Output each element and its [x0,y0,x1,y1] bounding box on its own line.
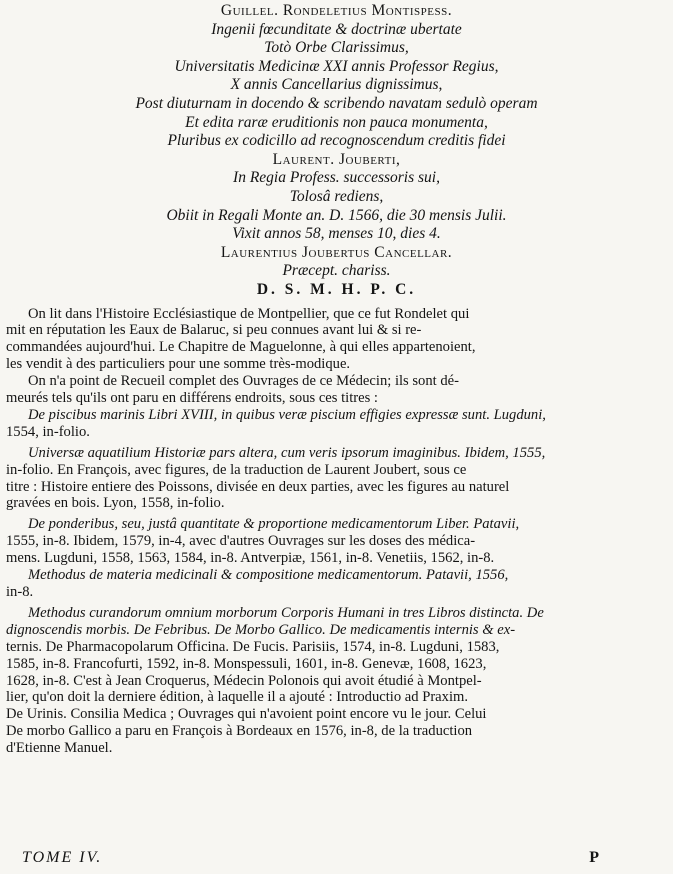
epitaph-line-9: Laurent. Jouberti, [272,150,401,168]
text-line: De Urinis. Consilia Medica ; Ouvrages qui n'avoient point encore vu le jour. Celui [6,706,487,723]
text-line: gravées en bois. Lyon, 1558, in-folio. [6,495,225,512]
epitaph-line-14: Laurentius Joubertus Cancellar. [220,243,453,261]
text-line: 1585, in-8. Francofurti, 1592, in-8. Monspessuli, 1601, in-8. Genevæ, 1608, 1623, [6,655,487,672]
text-line: in-folio. En François, avec figures, de la traduction de Laurent Joubert, sous ce [6,461,467,478]
epitaph-line-6: Post diuturnam in docendo & scribendo navatam sedulò operam [135,94,538,112]
text-line: 1628, in-8. C'est à Jean Croquerus, Médecin Polonois qui avoit étudié à Montpel- [6,672,482,689]
epitaph-line-8: Pluribus ex codicillo ad recognoscendum creditis fidei [167,132,506,150]
text-line: Methodus de materia medicinali & compositione medicamentorum. Patavii, 1556, [28,567,509,584]
text-line: meurés tels qu'ils ont paru en différens endroits, sous ces titres : [6,390,378,407]
text-line: in-8. [6,584,34,600]
text-line: Universæ aquatilium Historiæ pars altera, cum veris ipsorum imaginibus. Ibidem, 1555, [28,444,546,461]
bib-entry-de-piscibus [6,407,667,441]
text-line: lier, qu'on doit la derniere édition, à laquelle il a ajouté : Introductio ad Praxim. [6,689,469,706]
text-line: d'Etienne Manuel. [6,740,113,757]
epitaph-line-11: Tolosâ rediens, [289,187,384,205]
epitaph-line-16: D. S. M. H. P. C. [256,280,417,298]
text-line: mens. Lugduni, 1558, 1563, 1584, in-8. Antverpiæ, 1561, in-8. Venetiis, 1562, in-8. [6,550,495,567]
epitaph-line-4: Universitatis Medicinæ XXI annis Professor Regius, [174,57,499,75]
epitaph-line-13: Vixit annos 58, menses 10, dies 4. [232,225,441,243]
epitaph-line-3: Totò Orbe Clarissimus, [264,39,409,57]
epitaph-line-10: In Regia Profess. successoris sui, [233,169,440,187]
bib-entry-aquatilium [6,445,667,513]
text-line: 1554, in-folio. [6,423,90,440]
paragraph-balaruc [6,306,667,374]
text-line: De piscibus marinis Libri XVIII, in quibus veræ piscium effigies expressæ sunt. Lugduni, [28,406,546,423]
text-line: ternis. De Pharmacopolarum Officina. De Fucis. Parisiis, 1574, in-8. Lugduni, 1583, [6,638,500,655]
bib-entry-de-ponderibus [6,516,667,567]
text-line: titre : Histoire entiere des Poissons, divisée en deux parties, avec les figures au naturel [6,478,510,495]
text-line: 1555, in-8. Ibidem, 1579, in-4, avec d'autres Ouvrages sur les doses des médica- [6,533,476,550]
text-line: De morbo Gallico a paru en François à Bordeaux en 1576, in-8, de la traduction [6,723,473,740]
paragraph-ouvrages [6,373,667,407]
epitaph-line-5: X annis Cancellarius dignissimus, [230,76,443,94]
signature-mark: P [589,849,601,866]
epitaph-line-1: Guillel. Rondeletius Montispess. [220,2,453,19]
body-text [6,306,667,758]
epitaph-line-7: Et edita raræ eruditionis non pauca monumenta, [185,113,488,131]
page-footer [22,849,601,867]
text-line: On lit dans l'Histoire Ecclésiastique de Montpellier, que ce fut Rondelet qui [28,305,470,322]
text-line: De ponderibus, seu, justâ quantitate & proportione medicamentorum Liber. Patavii, [28,516,520,533]
text-line: dignoscendis morbis. De Febribus. De Morbo Gallico. De medicamentis internis & ex- [6,621,516,638]
tome-label: TOME IV. [22,849,103,866]
epitaph-line-2: Ingenii fœcunditate & doctrinæ ubertate [211,20,462,38]
text-line: On n'a point de Recueil complet des Ouvrages de ce Médecin; ils sont dé- [28,373,459,390]
text-line: mit en réputation les Eaux de Balaruc, si peu connues avant lui & si re- [6,322,422,339]
bib-entry-methodus-curandorum [6,605,667,757]
epitaph-line-15: Præcept. chariss. [282,262,391,280]
text-line: commandées aujourd'hui. Le Chapitre de Maguelonne, à qui elles appartenoient, [6,339,476,356]
epitaph-inscription [6,0,667,300]
text-line: Methodus curandorum omnium morborum Corporis Humani in tres Libros distincta. De [28,604,544,621]
bib-entry-methodus-materia [6,567,667,601]
epitaph-line-12: Obiit in Regali Monte an. D. 1566, die 30 mensis Julii. [166,206,507,224]
text-line: les vendit à des particuliers pour une somme très-modique. [6,356,351,373]
